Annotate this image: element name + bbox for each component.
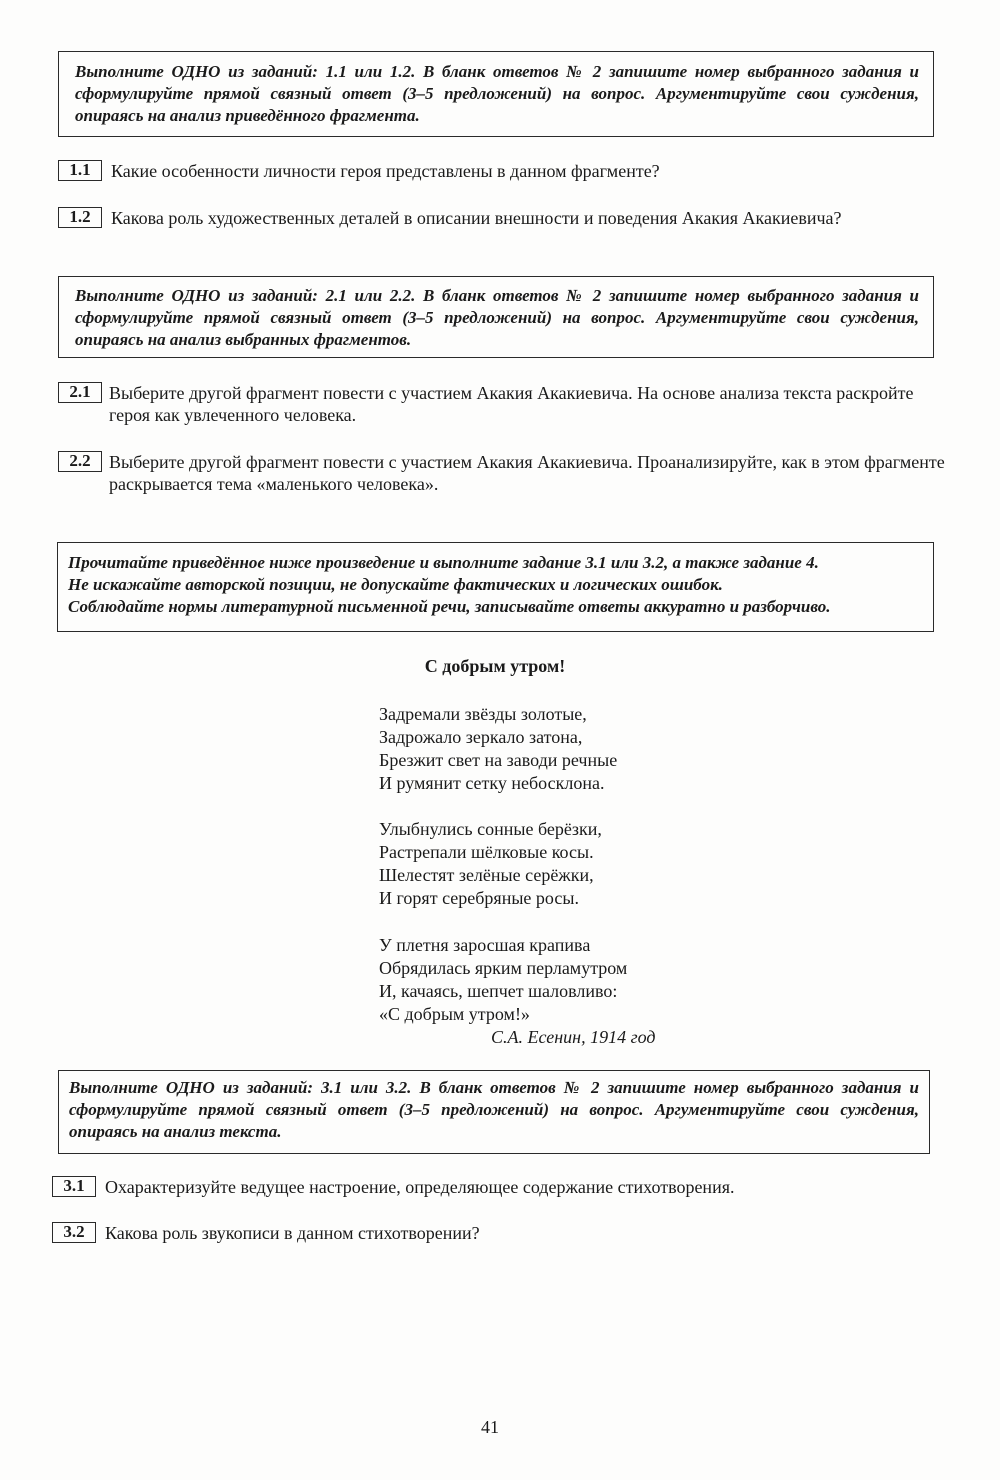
- page-number: 41: [481, 1417, 499, 1437]
- instruction-box-4: Выполните ОДНО из заданий: 3.1 или 3.2. В бланк ответов № 2 запишите номер выбранного задания и сформулируйте прямой связный ответ (3–5 предложений) на вопрос. Аргументируйте свои суждения, опираясь на анализ текста.: [58, 1070, 930, 1154]
- instruction-box-3: [57, 542, 934, 632]
- poem-line: И горят серебряные росы.: [379, 888, 579, 908]
- task-text: Какова роль звукописи в данном стихотворении?: [105, 1223, 480, 1243]
- task-3-1: [52, 1176, 932, 1200]
- poem-stanza-3: [379, 934, 627, 1026]
- poem-line: Обрядилась ярким перламутром: [379, 958, 628, 978]
- poem-author: С.А. Есенин, 1914 год: [491, 1027, 656, 1047]
- task-number-badge: 3.1: [52, 1176, 96, 1197]
- poem-line: «С добрым утром!»: [379, 1004, 530, 1024]
- task-text: Выберите другой фрагмент повести с участием Акакия Акакиевича. На основе анализа текста раскройте героя как увлеченного человека.: [109, 383, 914, 425]
- poem-title: С добрым утром!: [424, 656, 566, 676]
- instruction-line: Соблюдайте нормы литературной письменной речи, записывайте ответы аккуратно и разборчиво.: [68, 597, 831, 616]
- poem-line: Задремали звёзды золотые,: [379, 704, 587, 724]
- poem-line: Улыбнулись сонные берёзки,: [379, 819, 602, 839]
- task-number-badge: 3.2: [52, 1222, 96, 1243]
- poem-line: Шелестят зелёные серёжки,: [379, 865, 594, 885]
- poem-line: Задрожало зеркало затона,: [379, 727, 583, 747]
- task-2-1: [58, 382, 958, 428]
- instruction-line: Не искажайте авторской позиции, не допускайте фактических и логических ошибок.: [68, 575, 723, 594]
- poem-line: И румянит сетку небосклона.: [379, 773, 605, 793]
- poem-stanza-2: [379, 818, 602, 910]
- instruction-line: Прочитайте приведённое ниже произведение и выполните задание 3.1 или 3.2, а также задание 4.: [68, 553, 819, 572]
- poem-stanza-1: [379, 703, 617, 795]
- task-number-badge: 2.2: [58, 451, 102, 472]
- instruction-box-1: Выполните ОДНО из заданий: 1.1 или 1.2. В бланк ответов № 2 запишите номер выбранного задания и сформулируйте прямой связный ответ (3–5 предложений) на вопрос. Аргументируйте свои суждения, опираясь на анализ приведённого фрагмента.: [58, 51, 934, 137]
- task-2-2: [58, 451, 958, 497]
- task-3-2: [52, 1222, 932, 1246]
- task-1-2: [58, 207, 938, 231]
- task-1-1: [58, 160, 938, 184]
- task-number-badge: 2.1: [58, 382, 102, 403]
- poem-line: Растрепали шёлковые косы.: [379, 842, 594, 862]
- poem-line: Брезжит свет на заводи речные: [379, 750, 618, 770]
- task-number-badge: 1.1: [58, 160, 102, 181]
- task-text: Какова роль художественных деталей в описании внешности и поведения Акакия Акакиевича?: [111, 208, 842, 228]
- poem-line: У плетня заросшая крапива: [379, 935, 591, 955]
- instruction-box-2: Выполните ОДНО из заданий: 2.1 или 2.2. В бланк ответов № 2 запишите номер выбранного задания и сформулируйте прямой связный ответ (3–5 предложений) на вопрос. Аргументируйте свои суждения, опираясь на анализ выбранных фрагментов.: [58, 276, 934, 358]
- task-text: Охарактеризуйте ведущее настроение, определяющее содержание стихотворения.: [105, 1177, 735, 1197]
- poem-line: И, качаясь, шепчет шаловливо:: [379, 981, 618, 1001]
- task-text: Выберите другой фрагмент повести с участием Акакия Акакиевича. Проанализируйте, как в этом фрагменте раскрывается тема «маленького человека».: [109, 452, 945, 494]
- task-number-badge: 1.2: [58, 207, 102, 228]
- task-text: Какие особенности личности героя представлены в данном фрагменте?: [111, 161, 660, 181]
